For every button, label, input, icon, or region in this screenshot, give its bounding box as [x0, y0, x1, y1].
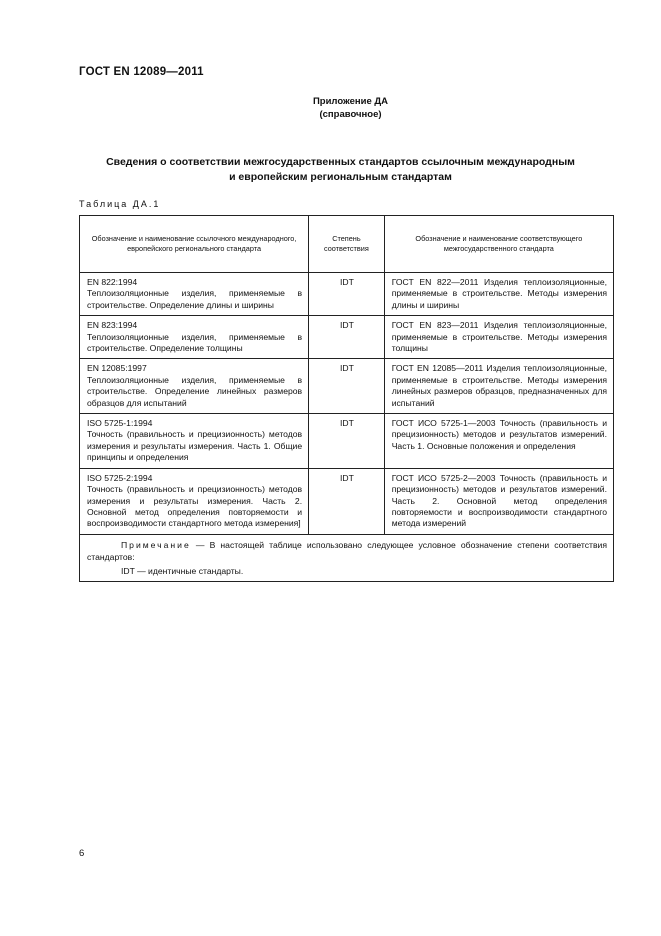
header-degree: Степень соответствия	[309, 216, 385, 273]
table-header-row	[80, 216, 614, 273]
section-title-line2: и европейским региональным стандартам	[229, 171, 452, 183]
reference-code: EN 12085:1997	[87, 363, 147, 374]
table-note-row	[80, 534, 614, 581]
reference-standard-cell	[80, 468, 309, 534]
reference-standard-cell	[80, 273, 309, 316]
reference-code: ISO 5725-2:1994	[87, 472, 153, 483]
table-row	[80, 316, 614, 359]
national-standard-cell: ГОСТ ИСО 5725-2—2003 Точность (правильность и прецизионность) методов и результатов измерений. Часть 2. Основной метод определения повторяемости и воспроизводимости стандартного метода измерений	[384, 468, 613, 534]
table-note	[80, 534, 614, 581]
page-number: 6	[79, 848, 85, 859]
annex-heading	[0, 95, 661, 121]
annex-subtitle: (справочное)	[319, 109, 382, 120]
reference-title: Теплоизоляционные изделия, применяемые в строительстве. Определение длины и ширины	[87, 288, 303, 310]
degree-cell: IDT	[309, 273, 385, 316]
national-standard-cell: ГОСТ ИСО 5725-1—2003 Точность (правильность и прецизионность) методов и результатов измерений. Часть 1. Основные положения и определения	[384, 414, 613, 469]
reference-standard-cell	[80, 414, 309, 469]
note-label: Примечание	[121, 539, 191, 550]
section-title-line1: Сведения о соответствии межгосударственных стандартов ссылочным международным	[106, 156, 575, 168]
reference-title: Теплоизоляционные изделия, применяемые в строительстве. Определение толщины	[87, 331, 303, 354]
national-standard-cell: ГОСТ EN 823—2011 Изделия теплоизоляционные, применяемые в строительстве. Методы измерения толщины	[384, 316, 613, 359]
correspondence-table	[79, 215, 614, 582]
degree-cell: IDT	[309, 359, 385, 414]
reference-code: ISO 5725-1:1994	[87, 418, 153, 429]
note-idt-definition: IDT — идентичные стандарты.	[121, 565, 244, 576]
table-row	[80, 273, 614, 316]
header-national-standard: Обозначение и наименование соответствующего межгосударственного стандарта	[384, 216, 613, 273]
table-row	[80, 359, 614, 414]
reference-standard-cell	[80, 316, 309, 359]
section-title	[0, 155, 661, 185]
reference-code: EN 822:1994	[87, 277, 138, 287]
reference-title: Теплоизоляционные изделия, применяемые в строительстве. Определение линейных размеров образцов для испытаний	[87, 374, 303, 408]
reference-title: Точность (правильность и прецизионность) методов измерения и результаты измерения. Часть 1. Общие принципы и определения	[87, 429, 303, 463]
reference-standard-cell	[80, 359, 309, 414]
reference-code: EN 823:1994	[87, 320, 138, 331]
note-body: — В настоящей таблице использовано следующее условное обозначение степени соответствия стандартов:	[87, 539, 607, 562]
degree-cell: IDT	[309, 316, 385, 359]
annex-title: Приложение ДА	[312, 96, 389, 107]
reference-title: Точность (правильность и прецизионность) методов измерения и результаты измерения. Часть 2. Основной метод определения повторяемости и воспроизводимости стандартного метода измерения]	[87, 484, 303, 529]
note-text	[87, 539, 607, 563]
table-label: Таблица ДА.1	[79, 199, 161, 209]
national-standard-cell: ГОСТ EN 12085—2011 Изделия теплоизоляционные, применяемые в строительстве. Методы измерения линейных размеров образцов, предназначенных для испытаний	[384, 359, 613, 414]
degree-cell: IDT	[309, 468, 385, 534]
degree-cell: IDT	[309, 414, 385, 469]
table-row	[80, 468, 614, 534]
document-code-header: ГОСТ EN 12089—2011	[79, 66, 204, 78]
table-row	[80, 414, 614, 469]
national-standard-cell: ГОСТ EN 822—2011 Изделия теплоизоляционные, применяемые в строительстве. Методы измерения длины и ширины	[384, 273, 613, 316]
header-reference-standard: Обозначение и наименование ссылочного международного, европейского регионального стандарта	[80, 216, 309, 273]
